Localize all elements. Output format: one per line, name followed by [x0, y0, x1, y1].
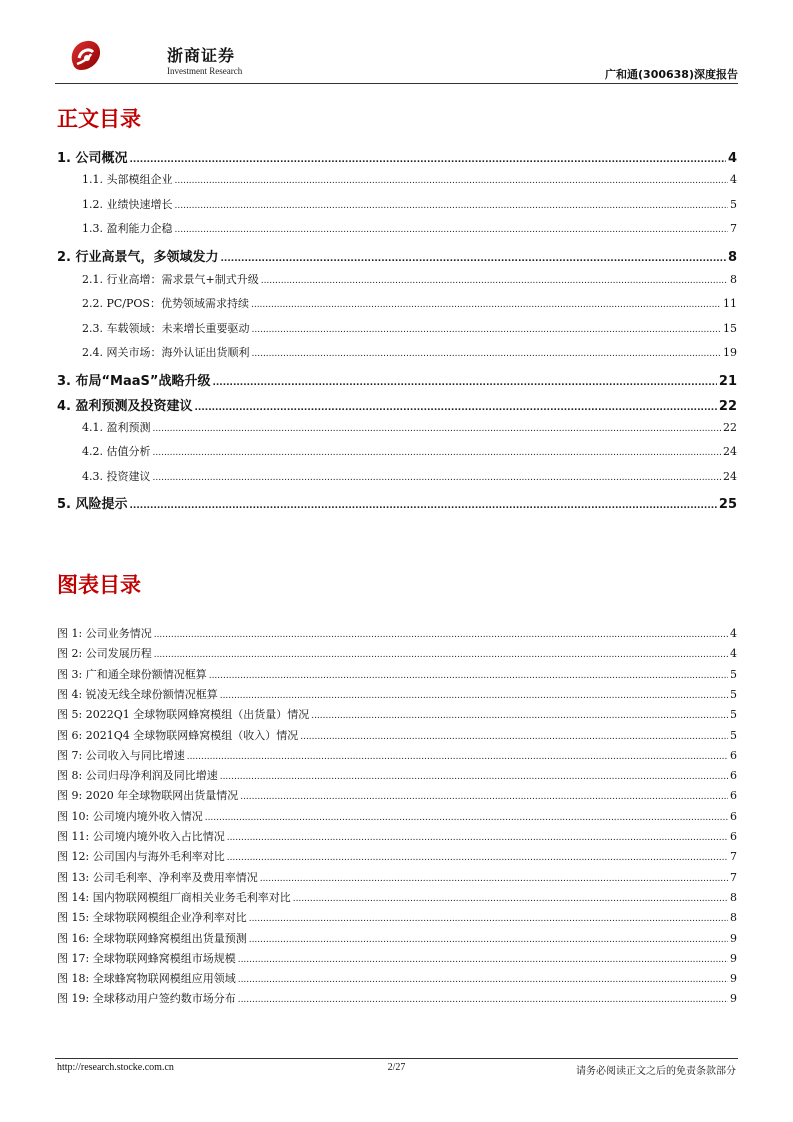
- toc-subsection-entry[interactable]: [57, 171, 737, 187]
- figure-leader-dots: [240, 792, 728, 802]
- toc-section-entry[interactable]: [57, 246, 737, 265]
- figure-entry[interactable]: [57, 869, 737, 885]
- figure-entry[interactable]: [57, 625, 737, 641]
- toc-leader-dots: [252, 325, 722, 335]
- toc-subsection-entry[interactable]: [57, 320, 737, 336]
- figures-title: 图表目录: [57, 573, 141, 597]
- toc-leader-dots: [252, 349, 722, 359]
- toc-entry-page: 22: [718, 399, 737, 414]
- toc-entry-label: 2. 行业高景气，多领域发力: [57, 250, 219, 265]
- figure-entry[interactable]: [57, 727, 737, 743]
- figure-entry-page: 9: [730, 972, 737, 985]
- figure-leader-dots: [249, 935, 728, 945]
- toc-entry-page: 4: [730, 173, 737, 186]
- toc-leader-dots: [153, 448, 722, 458]
- figure-leader-dots: [311, 711, 728, 721]
- toc-subsection-entry[interactable]: [57, 271, 737, 287]
- figure-entry[interactable]: [57, 666, 737, 682]
- figure-leader-dots: [238, 955, 728, 965]
- figure-entry-label: 图 11: 公司境内境外收入占比情况: [57, 830, 225, 843]
- toc-section-entry[interactable]: [57, 395, 737, 414]
- figure-entry-page: 5: [730, 729, 737, 742]
- logo-en-text: Investment Research: [167, 66, 243, 76]
- company-logo-icon: [65, 36, 105, 76]
- figure-entry[interactable]: [57, 787, 737, 803]
- figure-entry-label: 图 15: 全球物联网模组企业净利率对比: [57, 911, 247, 924]
- toc-entry-label: 2.3. 车载领域：未来增长重要驱动: [82, 322, 250, 335]
- toc-entry-label: 1.3. 盈利能力企稳: [82, 222, 173, 235]
- toc-leader-dots: [130, 501, 717, 511]
- toc-entry-label: 4.1. 盈利预测: [82, 421, 151, 434]
- toc-entry-label: 2.4. 网关市场：海外认证出货顺利: [82, 346, 250, 359]
- toc-entry-label: 1. 公司概况: [57, 151, 128, 166]
- toc-entry-page: 24: [723, 445, 737, 458]
- figure-entry-label: 图 3: 广和通全球份额情况框算: [57, 668, 207, 681]
- figure-leader-dots: [220, 691, 728, 701]
- toc-entry-label: 5. 风险提示: [57, 497, 128, 512]
- figure-entry-label: 图 4: 锐凌无线全球份额情况框算: [57, 688, 218, 701]
- figure-entry-page: 5: [730, 708, 737, 721]
- toc-entry-label: 4. 盈利预测及投资建议: [57, 399, 193, 414]
- toc-section-entry[interactable]: [57, 493, 737, 512]
- toc-subsection-entry[interactable]: [57, 196, 737, 212]
- figure-entry[interactable]: [57, 747, 737, 763]
- figure-leader-dots: [209, 671, 728, 681]
- toc-entry-page: 4: [727, 151, 737, 166]
- figure-entry-page: 5: [730, 668, 737, 681]
- figure-leader-dots: [220, 772, 728, 782]
- figure-entry-page: 8: [730, 911, 737, 924]
- figure-entry-label: 图 19: 全球移动用户签约数市场分布: [57, 992, 236, 1005]
- figure-entry[interactable]: [57, 970, 737, 986]
- report-title: 广和通(300638)深度报告: [605, 68, 738, 81]
- footer-url[interactable]: http://research.stocke.com.cn: [57, 1062, 174, 1073]
- figure-entry-label: 图 6: 2021Q4 全球物联网蜂窝模组（收入）情况: [57, 729, 299, 742]
- footer-disclaimer: 请务必阅读正文之后的免责条款部分: [576, 1066, 736, 1077]
- toc-entry-page: 8: [727, 250, 737, 265]
- figure-entry[interactable]: [57, 686, 737, 702]
- toc-subsection-entry[interactable]: [57, 344, 737, 360]
- figure-entry-page: 6: [730, 749, 737, 762]
- figure-entry-page: 4: [730, 627, 737, 640]
- toc-entry-page: 24: [723, 470, 737, 483]
- figure-leader-dots: [227, 853, 728, 863]
- toc-subsection-entry[interactable]: [57, 295, 737, 311]
- header-divider: [55, 83, 738, 84]
- toc-leader-dots: [251, 300, 721, 310]
- figure-entry-page: 6: [730, 830, 737, 843]
- toc-leader-dots: [212, 378, 716, 388]
- toc-entry-page: 19: [723, 346, 737, 359]
- figure-leader-dots: [154, 650, 728, 660]
- toc-leader-dots: [153, 424, 722, 434]
- toc-leader-dots: [130, 155, 726, 165]
- figure-leader-dots: [260, 874, 728, 884]
- toc-entry-page: 25: [718, 497, 737, 512]
- figure-entry-label: 图 12: 公司国内与海外毛利率对比: [57, 850, 225, 863]
- figure-entry-label: 图 8: 公司归母净利润及同比增速: [57, 769, 218, 782]
- figure-entry-page: 8: [730, 891, 737, 904]
- figure-entry-label: 图 10: 公司境内境外收入情况: [57, 810, 203, 823]
- toc-subsection-entry[interactable]: [57, 468, 737, 484]
- page-header: [55, 36, 738, 84]
- toc-entry-page: 5: [730, 198, 737, 211]
- figure-entry-label: 图 18: 全球蜂窝物联网模组应用领域: [57, 972, 236, 985]
- toc-leader-dots: [175, 225, 729, 235]
- figure-entry[interactable]: [57, 930, 737, 946]
- figure-entry[interactable]: [57, 645, 737, 661]
- figure-leader-dots: [300, 732, 728, 742]
- toc-entry-page: 22: [723, 421, 737, 434]
- toc-section-entry[interactable]: [57, 147, 737, 166]
- toc-entry-label: 4.2. 估值分析: [82, 445, 151, 458]
- toc-leader-dots: [153, 473, 722, 483]
- figure-entry-page: 9: [730, 992, 737, 1005]
- logo-cn-text: 浙商证券: [167, 46, 236, 65]
- toc-entry-page: 7: [730, 222, 737, 235]
- toc-entry-label: 1.2. 业绩快速增长: [82, 198, 173, 211]
- toc-leader-dots: [175, 176, 729, 186]
- figure-entry[interactable]: [57, 990, 737, 1006]
- figure-entry[interactable]: [57, 848, 737, 864]
- figure-leader-dots: [227, 833, 728, 843]
- figure-entry-label: 图 1: 公司业务情况: [57, 627, 152, 640]
- figure-leader-dots: [187, 752, 728, 762]
- figure-entry-page: 7: [730, 871, 737, 884]
- toc-entry-label: 1.1. 头部模组企业: [82, 173, 173, 186]
- toc-entry-page: 21: [718, 374, 737, 389]
- toc-leader-dots: [195, 403, 717, 413]
- figure-leader-dots: [238, 995, 728, 1005]
- figure-leader-dots: [238, 975, 728, 985]
- footer-divider: [55, 1058, 738, 1059]
- figure-leader-dots: [205, 813, 728, 823]
- figure-entry[interactable]: [57, 909, 737, 925]
- figure-leader-dots: [293, 894, 728, 904]
- figure-entry-label: 图 7: 公司收入与同比增速: [57, 749, 185, 762]
- figure-entry-label: 图 14: 国内物联网模组厂商相关业务毛利率对比: [57, 891, 291, 904]
- toc-subsection-entry[interactable]: [57, 443, 737, 459]
- toc-title: 正文目录: [57, 107, 141, 131]
- figure-entry[interactable]: [57, 706, 737, 722]
- toc-leader-dots: [221, 254, 726, 264]
- toc-entry-page: 15: [723, 322, 737, 335]
- figure-entry[interactable]: [57, 767, 737, 783]
- figure-entry-label: 图 9: 2020 年全球物联网出货量情况: [57, 789, 239, 802]
- page-number: 2/27: [387, 1062, 406, 1073]
- toc-entry-label: 3. 布局“MaaS”战略升级: [57, 374, 211, 389]
- figure-entry[interactable]: [57, 950, 737, 966]
- figure-entry[interactable]: [57, 808, 737, 824]
- toc-subsection-entry[interactable]: [57, 419, 737, 435]
- toc-leader-dots: [175, 201, 729, 211]
- figure-entry[interactable]: [57, 828, 737, 844]
- figure-leader-dots: [154, 630, 728, 640]
- figure-entry-page: 6: [730, 810, 737, 823]
- figure-entry-label: 图 13: 公司毛利率、净利率及费用率情况: [57, 871, 258, 884]
- figure-leader-dots: [249, 914, 728, 924]
- figure-entry-page: 7: [730, 850, 737, 863]
- figure-entry-label: 图 2: 公司发展历程: [57, 647, 152, 660]
- toc-entry-page: 11: [723, 297, 737, 310]
- toc-entry-label: 2.2. PC/POS：优势领域需求持续: [82, 297, 249, 310]
- toc-entry-label: 2.1. 行业高增：需求景气+制式升级: [82, 273, 259, 286]
- toc-entry-page: 8: [730, 273, 737, 286]
- figure-entry-label: 图 5: 2022Q1 全球物联网蜂窝模组（出货量）情况: [57, 708, 310, 721]
- figure-entry-page: 6: [730, 769, 737, 782]
- figure-entry-page: 5: [730, 688, 737, 701]
- toc-subsection-entry[interactable]: [57, 220, 737, 236]
- figure-entry-page: 4: [730, 647, 737, 660]
- figure-entry-page: 9: [730, 952, 737, 965]
- figure-entry-label: 图 17: 全球物联网蜂窝模组市场规模: [57, 952, 236, 965]
- toc-section-entry[interactable]: [57, 370, 737, 389]
- figure-entry-page: 9: [730, 932, 737, 945]
- figure-entry[interactable]: [57, 889, 737, 905]
- figure-entry-label: 图 16: 全球物联网蜂窝模组出货量预测: [57, 932, 247, 945]
- toc-entry-label: 4.3. 投资建议: [82, 470, 151, 483]
- toc-leader-dots: [261, 276, 728, 286]
- figure-entry-page: 6: [730, 789, 737, 802]
